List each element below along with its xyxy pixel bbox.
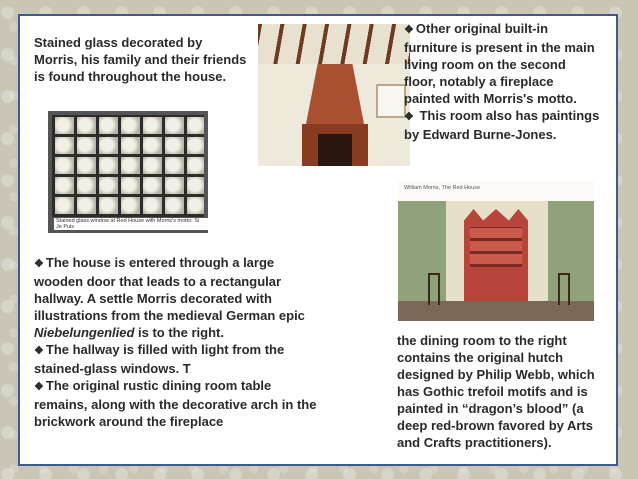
- entrance-text-2: is to the right.: [134, 325, 224, 340]
- bullet-burne-jones: ❖ This room also has paintings by Edward Burne-Jones.: [404, 107, 600, 143]
- window-photo-caption: Stained glass window at Red House with Morris's motto: Si Je Puis: [54, 218, 208, 230]
- fireplace-hood: [306, 64, 364, 124]
- fireplace-opening: [318, 134, 352, 166]
- bullet-built-in-furniture: ❖ Other original built-in furniture is present in the main living room on the second floor, notably a fireplace painted with Morris's motto.: [404, 20, 600, 107]
- intro-paragraph: Stained glass decorated by Morris, his family and their friends is found throughout the house.: [34, 35, 247, 84]
- right-top-text: [404, 20, 600, 143]
- stained-glass-window-photo: [48, 111, 208, 233]
- slide: [18, 14, 618, 466]
- bullet-entrance: [34, 254, 324, 341]
- fireplace-photo: [258, 24, 410, 166]
- dining-hutch-paragraph: the dining room to the right contains the original hutch designed by Philip Webb, which has Gothic trefoil motifs and is painted in “dragon’s blood” (a deep red-brown favored by Arts and Crafts practitioners).: [397, 333, 595, 450]
- dining-room-photo: [398, 181, 594, 321]
- chair-right: [558, 273, 570, 305]
- chair-left: [428, 273, 440, 305]
- entrance-text-1: The house is entered through a large wooden door that leads to a rectangular hallway. A settle Morris decorated with illustrations from the medieval German epic: [34, 255, 305, 323]
- ceiling-beams: [258, 24, 410, 64]
- bullet-dining-table: ❖ The original rustic dining room table remains, along with the decorative arch in the brickwork around the fireplace: [34, 377, 324, 430]
- right-bottom-text: [397, 332, 602, 451]
- intro-text: [34, 34, 249, 85]
- left-bottom-text: [34, 254, 324, 430]
- niebelungenlied-title: Niebelungenlied: [34, 325, 135, 340]
- hutch-shelves: [470, 227, 522, 267]
- bullet-hallway: ❖ The hallway is filled with light from the stained-glass windows. T: [34, 341, 324, 377]
- stained-glass-grid: [52, 115, 204, 217]
- dining-photo-label: William Morris, The Red House: [404, 185, 481, 191]
- room-window: [376, 84, 406, 118]
